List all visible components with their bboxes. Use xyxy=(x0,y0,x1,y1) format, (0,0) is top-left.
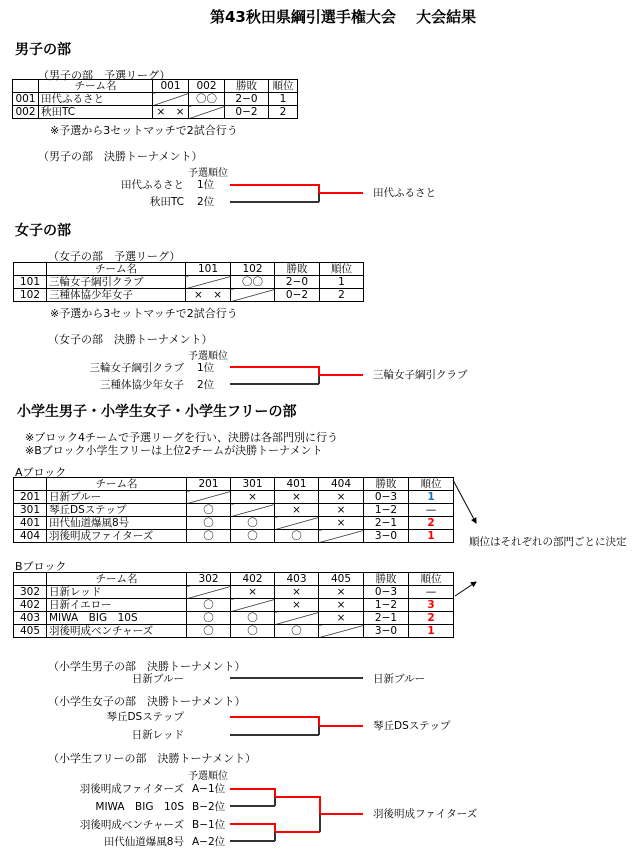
block-b-table xyxy=(13,572,454,638)
entrant-seed: 1位 xyxy=(197,179,215,191)
team-id: 002 xyxy=(13,106,39,119)
match-result: × xyxy=(319,586,364,599)
entrant-name: 三種体協少年女子 xyxy=(100,379,184,391)
rank: 1 xyxy=(409,530,454,543)
free-final-label: （小学生フリーの部 決勝トーナメント） xyxy=(48,752,257,765)
women-note: ※予選から3セットマッチで2試合行う xyxy=(50,307,238,320)
match-result: × xyxy=(319,612,364,625)
self-match-cell xyxy=(275,517,319,530)
team-name: 羽後明成ベンチャーズ xyxy=(47,625,187,638)
table-row xyxy=(14,289,364,302)
match-result: 〇 xyxy=(231,612,275,625)
team-name: 秋田TC xyxy=(39,106,153,119)
rank: 1 xyxy=(320,276,364,289)
match-result: × × xyxy=(186,289,231,302)
table-header-row xyxy=(14,478,454,491)
win-loss: 0−2 xyxy=(225,106,269,119)
bracket-line-winner xyxy=(230,716,319,718)
header-cell: 401 xyxy=(275,478,319,491)
rank: 2 xyxy=(409,612,454,625)
match-result: 〇〇 xyxy=(231,276,275,289)
match-result: × × xyxy=(153,106,189,119)
bracket-line xyxy=(230,677,363,679)
team-id: 302 xyxy=(14,586,47,599)
header-cell: 勝敗 xyxy=(364,573,409,586)
entrant-seed: A−2位 xyxy=(192,836,226,848)
header-cell: 402 xyxy=(231,573,275,586)
header-cell: 002 xyxy=(189,80,225,93)
header-cell: 順位 xyxy=(269,80,298,93)
header-cell: 勝敗 xyxy=(225,80,269,93)
bracket-output-line xyxy=(319,374,363,376)
table-row xyxy=(14,504,454,517)
bracket-output-line xyxy=(320,813,363,815)
table-header-row xyxy=(14,263,364,276)
bracket-join xyxy=(318,375,320,384)
bracket-line-winner xyxy=(230,823,275,825)
bracket-join xyxy=(318,193,320,202)
rank: 1 xyxy=(409,625,454,638)
team-name: 田代仙道爆風8号 xyxy=(47,517,187,530)
win-loss: 2−1 xyxy=(364,612,409,625)
bracket-line xyxy=(230,734,319,736)
boys-final-label: （小学生男子の部 決勝トーナメント） xyxy=(48,660,246,673)
win-loss: 3−0 xyxy=(364,625,409,638)
team-id: 101 xyxy=(14,276,47,289)
bracket-line xyxy=(230,840,275,842)
team-id: 402 xyxy=(14,599,47,612)
header-cell xyxy=(14,263,47,276)
rank: — xyxy=(409,586,454,599)
bracket-semi-winner xyxy=(275,796,320,798)
bracket-line xyxy=(230,383,319,385)
girls-final-label: （小学生女子の部 決勝トーナメント） xyxy=(48,695,246,708)
match-result: 〇 xyxy=(187,599,231,612)
table-row xyxy=(14,491,454,504)
match-result: × xyxy=(319,491,364,504)
entrant-name: 田代仙道爆風8号 xyxy=(103,836,184,848)
rank: 2 xyxy=(269,106,298,119)
match-result: 〇 xyxy=(187,625,231,638)
self-match-cell xyxy=(187,491,231,504)
team-name: 田代ふるさと xyxy=(39,93,153,106)
win-loss: 3−0 xyxy=(364,530,409,543)
entrant-name: 羽後明成ベンチャーズ xyxy=(79,819,184,831)
men-final-label: （男子の部 決勝トーナメント） xyxy=(38,150,203,163)
match-result: × xyxy=(319,599,364,612)
table-row xyxy=(14,625,454,638)
team-name: MIWA BIG 10S xyxy=(47,612,187,625)
rank: 2 xyxy=(320,289,364,302)
self-match-cell xyxy=(187,586,231,599)
men-league-label: （男子の部 予選リーグ） xyxy=(38,69,171,82)
header-cell: 順位 xyxy=(409,478,454,491)
header-cell xyxy=(13,80,39,93)
self-match-cell xyxy=(186,276,231,289)
bracket-output-line xyxy=(319,192,363,194)
winner-name: 羽後明成ファイターズ xyxy=(373,808,478,820)
header-cell: 勝敗 xyxy=(364,478,409,491)
bracket-final-join-winner xyxy=(319,796,321,814)
team-id: 404 xyxy=(14,530,47,543)
header-cell: 301 xyxy=(231,478,275,491)
rank: — xyxy=(409,504,454,517)
rank: 2 xyxy=(409,517,454,530)
bracket-join-winner xyxy=(318,716,320,725)
table-row xyxy=(13,106,298,119)
bracket-output-line xyxy=(319,725,363,727)
win-loss: 0−2 xyxy=(275,289,320,302)
bracket-join xyxy=(274,832,276,841)
match-result: × xyxy=(275,504,319,517)
team-id: 403 xyxy=(14,612,47,625)
bracket-final-join xyxy=(319,814,321,832)
header-cell: 102 xyxy=(231,263,275,276)
entrant-seed: 2位 xyxy=(197,379,215,391)
header-cell: 順位 xyxy=(409,573,454,586)
header-cell: 404 xyxy=(319,478,364,491)
team-id: 405 xyxy=(14,625,47,638)
page-title: 第43秋田県綱引選手権大会 大会結果 xyxy=(210,8,477,26)
table-row xyxy=(14,276,364,289)
self-match-cell xyxy=(275,612,319,625)
seed-header: 予選順位 xyxy=(188,771,228,782)
win-loss: 2−0 xyxy=(225,93,269,106)
bracket-join xyxy=(318,725,320,735)
table-row xyxy=(14,599,454,612)
entrant-name: 三輪女子綱引クラブ xyxy=(89,362,184,374)
rank-note: 順位はそれぞれの部門ごとに決定 xyxy=(469,536,627,548)
entrant-seed: 2位 xyxy=(197,196,215,208)
self-match-cell xyxy=(231,504,275,517)
match-result: × xyxy=(275,586,319,599)
entrant-name: 羽後明成ファイターズ xyxy=(79,783,184,795)
header-cell: 403 xyxy=(275,573,319,586)
table-row xyxy=(14,517,454,530)
entrant-seed: 1位 xyxy=(197,362,215,374)
match-result: 〇 xyxy=(187,517,231,530)
header-cell: 順位 xyxy=(320,263,364,276)
bracket-join xyxy=(274,797,276,806)
match-result: 〇 xyxy=(231,517,275,530)
win-loss: 2−1 xyxy=(364,517,409,530)
match-result: 〇 xyxy=(187,530,231,543)
men-league-table xyxy=(12,79,298,119)
match-result: 〇 xyxy=(187,504,231,517)
table-header-row xyxy=(14,573,454,586)
entrant-name: 田代ふるさと xyxy=(121,179,184,191)
win-loss: 1−2 xyxy=(364,599,409,612)
match-result: 〇 xyxy=(275,625,319,638)
entrant-name: 日新レッド xyxy=(131,729,184,741)
header-cell: 405 xyxy=(319,573,364,586)
match-result: × xyxy=(231,491,275,504)
bracket-line xyxy=(230,201,319,203)
entrant-name: 日新ブルー xyxy=(131,673,184,685)
match-result: 〇〇 xyxy=(189,93,225,106)
header-cell: 勝敗 xyxy=(275,263,320,276)
bracket-line xyxy=(230,805,275,807)
team-id: 301 xyxy=(14,504,47,517)
header-cell: 001 xyxy=(153,80,189,93)
self-match-cell xyxy=(319,625,364,638)
seed-header: 予選順位 xyxy=(188,168,228,179)
men-note: ※予選から3セットマッチで2試合行う xyxy=(50,124,238,137)
self-match-cell xyxy=(231,289,275,302)
self-match-cell xyxy=(189,106,225,119)
elementary-note-1: ※ブロック4チームで予選リーグを行い、決勝は各部門別に行う xyxy=(25,431,338,444)
block-a-table xyxy=(13,477,454,543)
entrant-seed: A−1位 xyxy=(192,783,226,795)
table-header-row xyxy=(13,80,298,93)
rank: 1 xyxy=(409,491,454,504)
team-name: 三種体協少年女子 xyxy=(47,289,186,302)
seed-header: 予選順位 xyxy=(188,351,228,362)
winner-name: 琴丘DSステップ xyxy=(373,720,451,732)
match-result: × xyxy=(275,599,319,612)
team-id: 201 xyxy=(14,491,47,504)
entrant-seed: B−2位 xyxy=(192,801,226,813)
women-league-table xyxy=(13,262,364,302)
entrant-seed: B−1位 xyxy=(192,819,226,831)
self-match-cell xyxy=(153,93,189,106)
match-result: × xyxy=(319,517,364,530)
winner-name: 田代ふるさと xyxy=(373,187,436,199)
match-result: 〇 xyxy=(275,530,319,543)
team-name: 日新イエロー xyxy=(47,599,187,612)
entrant-name: MIWA BIG 10S xyxy=(95,801,184,813)
header-cell: チーム名 xyxy=(39,80,153,93)
team-name: 三輪女子綱引クラブ xyxy=(47,276,186,289)
bracket-line-winner xyxy=(230,366,319,368)
header-cell: チーム名 xyxy=(47,478,187,491)
elementary-heading: 小学生男子・小学生女子・小学生フリーの部 xyxy=(17,404,297,420)
table-row xyxy=(14,612,454,625)
bracket-line-winner xyxy=(230,184,319,186)
winner-name: 三輪女子綱引クラブ xyxy=(373,369,468,381)
header-cell: 302 xyxy=(187,573,231,586)
elementary-note-2: ※Bブロック小学生フリーは上位2チームが決勝トーナメント xyxy=(25,444,323,457)
header-cell xyxy=(14,573,47,586)
match-result: × xyxy=(231,586,275,599)
header-cell xyxy=(14,478,47,491)
entrant-name: 琴丘DSステップ xyxy=(106,711,184,723)
header-cell: 101 xyxy=(186,263,231,276)
block-a-label: Aブロック xyxy=(15,466,67,479)
women-heading: 女子の部 xyxy=(15,223,71,239)
header-cell: チーム名 xyxy=(47,263,186,276)
team-id: 102 xyxy=(14,289,47,302)
men-heading: 男子の部 xyxy=(15,42,71,58)
win-loss: 1−2 xyxy=(364,504,409,517)
winner-name: 日新ブルー xyxy=(373,673,426,685)
team-name: 日新レッド xyxy=(47,586,187,599)
win-loss: 0−3 xyxy=(364,586,409,599)
rank: 1 xyxy=(269,93,298,106)
table-row xyxy=(14,530,454,543)
women-league-label: （女子の部 予選リーグ） xyxy=(48,250,181,263)
team-name: 羽後明成ファイターズ xyxy=(47,530,187,543)
match-result: 〇 xyxy=(231,625,275,638)
win-loss: 0−3 xyxy=(364,491,409,504)
table-row xyxy=(14,586,454,599)
bracket-line-winner xyxy=(230,788,275,790)
team-id: 401 xyxy=(14,517,47,530)
match-result: 〇 xyxy=(231,530,275,543)
match-result: × xyxy=(319,504,364,517)
self-match-cell xyxy=(231,599,275,612)
header-cell: 201 xyxy=(187,478,231,491)
rank: 3 xyxy=(409,599,454,612)
team-name: 日新ブルー xyxy=(47,491,187,504)
women-final-label: （女子の部 決勝トーナメント） xyxy=(48,333,213,346)
match-result: 〇 xyxy=(187,612,231,625)
win-loss: 2−0 xyxy=(275,276,320,289)
bracket-semi-winner xyxy=(275,831,320,833)
block-b-label: Bブロック xyxy=(15,560,67,573)
entrant-name: 秋田TC xyxy=(149,196,184,208)
team-name: 琴丘DSステップ xyxy=(47,504,187,517)
header-cell: チーム名 xyxy=(47,573,187,586)
match-result: × xyxy=(275,491,319,504)
table-row xyxy=(13,93,298,106)
team-id: 001 xyxy=(13,93,39,106)
self-match-cell xyxy=(319,530,364,543)
